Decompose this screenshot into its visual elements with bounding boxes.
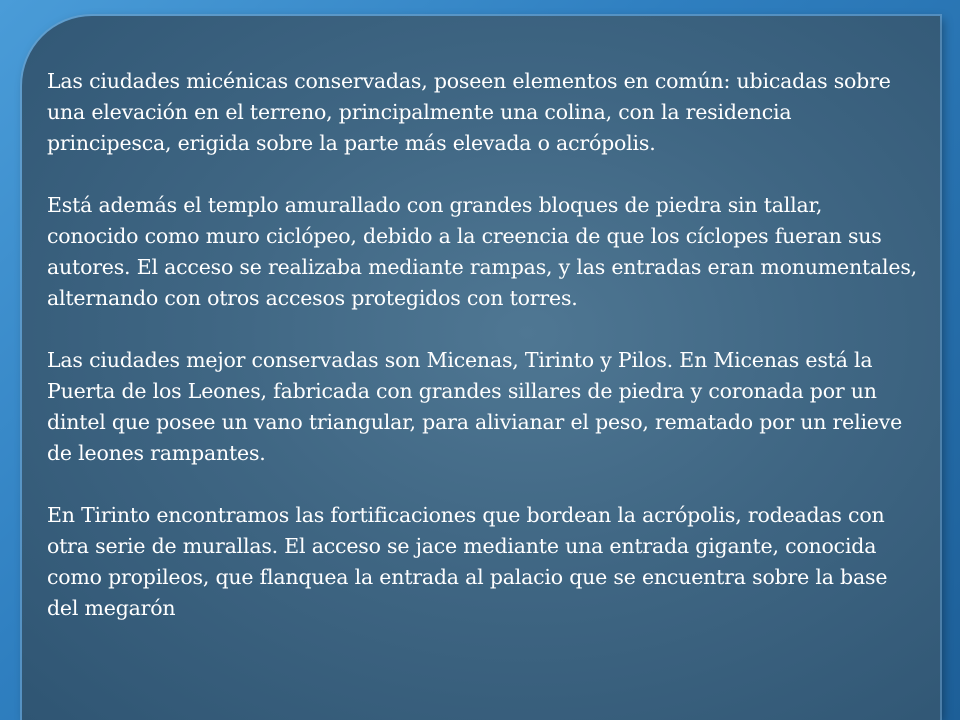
paragraph-tiryns: En Tirinto encontramos las fortificaciones que bordean la acrópolis, rodeadas con otra serie de murallas. El acceso se jace mediante una entrada gigante, conocida como propileos, que flanquea la entrada al palacio que se encuentra sobre la base del megarón xyxy=(47,503,888,620)
paragraph-mycenaean-cities: Las ciudades micénicas conservadas, poseen elementos en común: ubicadas sobre una elevación en el terreno, principalmente una colina, con la residencia principesca, erigida sobre la parte más elevada o acrópolis. xyxy=(47,69,891,155)
slide-content-panel xyxy=(22,16,940,720)
slide-text-block xyxy=(47,66,917,624)
paragraph-cyclopean-wall: Está además el templo amurallado con grandes bloques de piedra sin tallar, conocido como muro ciclópeo, debido a la creencia de que los cíclopes fueran sus autores. El acceso se realizaba mediante rampas, y las entradas eran monumentales, alternando con otros accesos protegidos con torres. xyxy=(47,193,917,310)
paragraph-lion-gate: Las ciudades mejor conservadas son Micenas, Tirinto y Pilos. En Micenas está la Puerta de los Leones, fabricada con grandes sillares de piedra y coronada por un dintel que posee un vano triangular, para alivianar el peso, rematado por un relieve de leones rampantes. xyxy=(47,348,903,465)
